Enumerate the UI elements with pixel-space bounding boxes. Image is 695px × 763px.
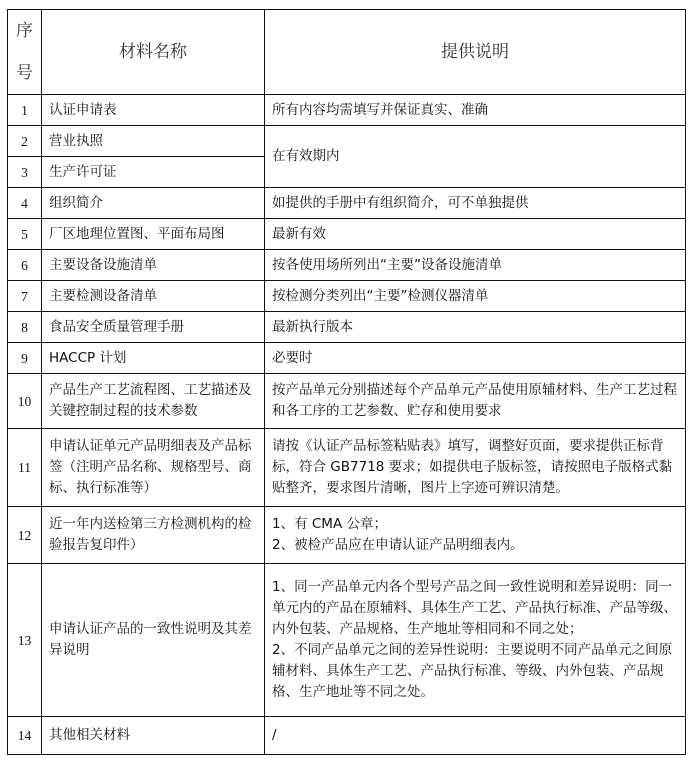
- row-desc: 必要时: [265, 343, 686, 374]
- row-name: 近一年内送检第三方检测机构的检验报告复印件）: [42, 507, 265, 564]
- row-name: 食品安全质量管理手册: [42, 312, 265, 343]
- row-desc: 所有内容均需填写并保证真实、准确: [265, 95, 686, 126]
- header-no-char-2: 号: [16, 63, 33, 83]
- row-name: 主要检测设备清单: [42, 281, 265, 312]
- materials-table: [7, 9, 686, 755]
- table-row: [8, 343, 686, 374]
- table-row: [8, 95, 686, 126]
- row-desc: 如提供的手册中有组织简介，可不单独提供: [265, 188, 686, 219]
- table-row: [8, 429, 686, 507]
- row-no: 10: [8, 374, 42, 429]
- row-desc: 请按《认证产品标签粘贴表》填写，调整好页面，要求提供正标背标，符合 GB7718 要求；如提供电子版标签，请按照电子版格式黏贴整齐，要求图片清晰，图片上字迹可辨识清楚。: [265, 429, 686, 507]
- row-no: 13: [8, 564, 42, 717]
- row-desc: /: [265, 717, 686, 755]
- row-desc: [265, 507, 686, 564]
- table-row: [8, 126, 686, 157]
- row-desc: 按检测分类列出“主要”检测仪器清单: [265, 281, 686, 312]
- row-desc: [265, 564, 686, 717]
- row-desc: 按产品单元分别描述每个产品单元产品使用原辅材料、生产工艺过程和各工序的工艺参数、贮存和使用要求: [265, 374, 686, 429]
- header-no: [8, 10, 42, 95]
- header-row: [8, 10, 686, 95]
- table-row: [8, 507, 686, 564]
- desc-line: 2、不同产品单元之间的差异性说明：主要说明不同产品单元之间原辅材料、具体生产工艺、产品执行标准、等级、内外包装、产品规格、生产地址等不同之处。: [272, 642, 673, 700]
- row-no: 6: [8, 250, 42, 281]
- row-name: 产品生产工艺流程图、工艺描述及关键控制过程的技术参数: [42, 374, 265, 429]
- table-row: [8, 374, 686, 429]
- row-no: 5: [8, 219, 42, 250]
- row-name: 厂区地理位置图、平面布局图: [42, 219, 265, 250]
- desc-line: 1、有 CMA 公章；: [272, 516, 387, 532]
- row-desc: 按各使用场所列出“主要”设备设施清单: [265, 250, 686, 281]
- table-row: [8, 564, 686, 717]
- table-row: [8, 281, 686, 312]
- row-name: 认证申请表: [42, 95, 265, 126]
- row-no: 1: [8, 95, 42, 126]
- row-no: 4: [8, 188, 42, 219]
- table-row: [8, 312, 686, 343]
- row-no: 9: [8, 343, 42, 374]
- header-no-char-1: 序: [16, 21, 33, 41]
- row-name: 组织简介: [42, 188, 265, 219]
- header-desc: 提供说明: [265, 10, 686, 95]
- row-no: 12: [8, 507, 42, 564]
- row-desc: 最新执行版本: [265, 312, 686, 343]
- row-no: 11: [8, 429, 42, 507]
- row-name: 申请认证产品的一致性说明及其差异说明: [42, 564, 265, 717]
- row-no: 2: [8, 126, 42, 157]
- row-name: 其他相关材料: [42, 717, 265, 755]
- table-row: [8, 188, 686, 219]
- row-desc: 最新有效: [265, 219, 686, 250]
- header-name: 材料名称: [42, 10, 265, 95]
- table-row: [8, 717, 686, 755]
- row-name: HACCP 计划: [42, 343, 265, 374]
- row-name: 主要设备设施清单: [42, 250, 265, 281]
- table-row: [8, 250, 686, 281]
- row-no: 8: [8, 312, 42, 343]
- row-no: 14: [8, 717, 42, 755]
- row-no: 3: [8, 157, 42, 188]
- table-row: [8, 219, 686, 250]
- row-name: 营业执照: [42, 126, 265, 157]
- desc-line: 2、被检产品应在申请认证产品明细表内。: [272, 537, 524, 553]
- row-name: 申请认证单元产品明细表及产品标签（注明产品名称、规格型号、商标、执行标准等）: [42, 429, 265, 507]
- row-name: 生产许可证: [42, 157, 265, 188]
- row-desc: 在有效期内: [265, 126, 686, 188]
- row-no: 7: [8, 281, 42, 312]
- desc-line: 1、同一产品单元内各个型号产品之间一致性说明和差异说明：同一单元内的产品在原辅料、具体生产工艺、产品执行标准、产品等级、内外包装、产品规格、生产地址等相同和不同之处；: [272, 579, 677, 637]
